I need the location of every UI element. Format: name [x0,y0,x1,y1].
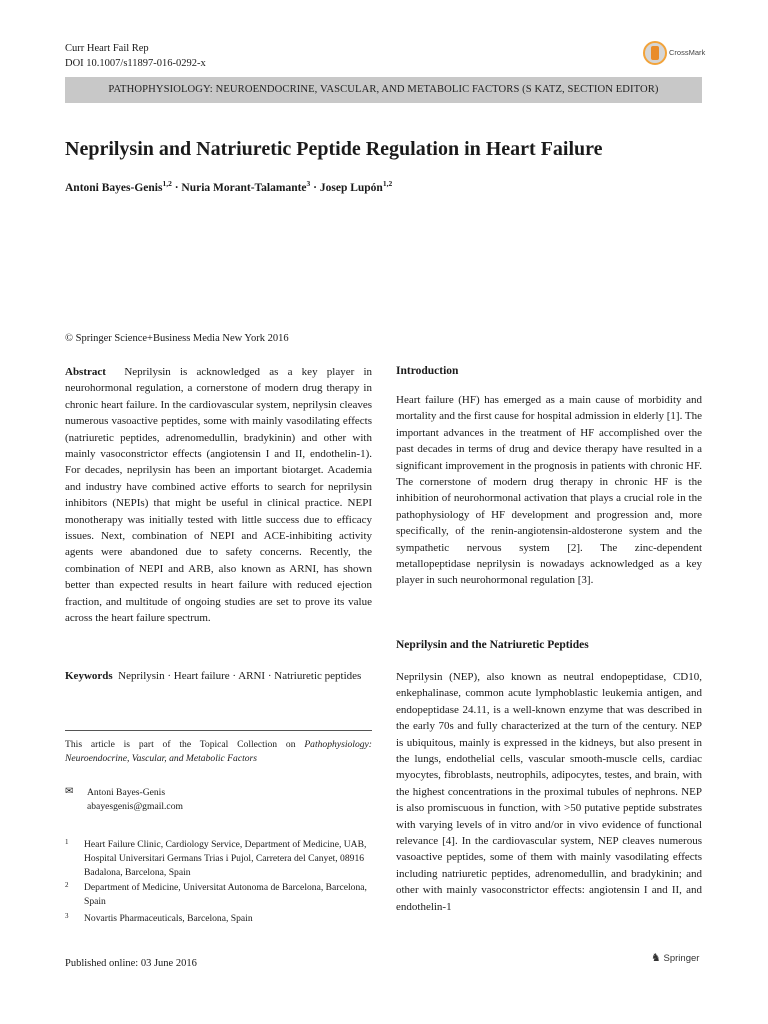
affiliation-number: 2 [65,881,69,889]
correspondence-name: Antoni Bayes-Genis [87,787,166,798]
correspondence-email[interactable]: abayesgenis@gmail.com [87,801,183,813]
doi[interactable]: DOI 10.1007/s11897-016-0292-x [65,58,206,69]
journal-name: Curr Heart Fail Rep [65,43,149,54]
section-banner: PATHOPHYSIOLOGY: NEUROENDOCRINE, VASCULAR, AND METABOLIC FACTORS (S KATZ, SECTION EDITOR) [65,77,702,103]
footnote-divider [65,730,372,731]
collection-note [65,738,372,766]
affiliation-text: Department of Medicine, Universitat Autonoma de Barcelona, Barcelona, Spain [84,882,367,908]
introduction-text: Heart failure (HF) has emerged as a main cause of morbidity and mortality and the first cause for hospital admission in elderly [1]. The important advances in the treatment of HF accomplished over the past decades in terms of drug and device therapy have resulted in a significant improvement in the prognosis in patients with chronic HF. The cornerstone of modern drug therapy in chronic HF is the inhibition of neurohormonal activation that plays a crucial role in the pathophysiology of HF development and progression and, more specifically, of the renin-angiotensin-aldosterone system and the sympathetic nervous system [2]. The zinc-dependent metallopeptidase neprilysin is nowadays acknowledged as a key player in such neurohormonal regulation [3]. [396,394,702,587]
introduction-heading: Introduction [396,365,459,377]
neprilysin-section-text: Neprilysin (NEP), also known as neutral endopeptidase, CD10, enkephalinase, common acute lymphoblastic leukemia antigen, and endopeptidase 24.11, is a well-known enzyme that was described in the early 70s and fully characterized at the turn of the century. NEP is ubiquitous, mainly is expressed in the kidneys, but also present in the lungs, endothelial cells, vascular smooth-muscle cells, cardiac myocytes, fibroblasts, neutrophils, adipocytes, testes, and brain, with the highest concentrations in the proximal tubules of nephrons. NEP is also promiscuous in function, with >50 putative peptide substrates with varying levels of in vitro and/or in vivo evidence of functional relevance [4]. In the cardiovascular system, NEP cleaves numerous vasoactive peptides, some of them with mainly vasodilating effects including natriuretic peptides, adrenomedullin, and bradykinin; and other with mainly vasoconstrictor effects: angiotensin I and II, and endothelin-1 [396,671,702,913]
author-affiliation-ref: 1,2 [162,179,172,188]
author-name[interactable]: Nuria Morant-Talamante [181,181,307,194]
article-title: Neprilysin and Natriuretic Peptide Regulation in Heart Failure [65,138,603,160]
author-name[interactable]: Antoni Bayes-Genis [65,181,163,194]
author-list [65,179,705,194]
crossmark-label: CrossMark [669,48,706,57]
copyright-notice: © Springer Science+Business Media New York 2016 [65,333,289,344]
abstract-text: Neprilysin is acknowledged as a key player in neurohormonal regulation, a cornerstone of modern drug therapy in chronic heart failure. In the cardiovascular system, neprilysin cleaves numerous vasoactive peptides, some with mainly vasodilating effects (natriuretic peptides, adrenomedullin, bradykinin) and other with mainly vasoconstrictor effects (angiotensin I and II, endothelin-1). For decades, neprilysin has been an important biotarget. Academia and industry have combined active efforts to search for neprilysin inhibitors (NEPIs) that might be useful in clinical practice. NEPI monotherapy was initially tested with little success due to efficacy issues. Next, combination of NEPI and ACE-inhibiting activity agents were abandoned due to safety concerns. Recently, the combination of NEPI and ARB, also known as ARNI, has shown better than expected results in heart failure with reduced ejection fraction, and multitude of ongoing studies are set to prove its value across the heart failure spectrum. [65,366,373,625]
author-separator: · [171,181,182,194]
affiliation-text: Novartis Pharmaceuticals, Barcelona, Spain [84,913,253,924]
collection-name: Pathophysiology: Neuroendocrine, Vascular, and Metabolic Factors [65,739,372,765]
crossmark-icon [643,41,667,65]
publisher-name: Springer [663,953,700,964]
envelope-icon: ✉ [65,786,74,797]
crossmark-logo[interactable] [643,40,706,70]
publisher-logo [651,951,699,964]
collection-note-prefix: This article is part of the Topical Collection on [65,739,305,750]
keywords-label: Keywords [65,670,113,682]
abstract-label: Abstract [65,366,106,378]
author-affiliation-ref: 3 [306,179,311,188]
published-date: Published online: 03 June 2016 [65,958,197,969]
author-separator: · [310,181,320,194]
keywords [65,668,372,684]
affiliation-number: 3 [65,912,69,920]
springer-horse-icon: ♞ [651,952,661,964]
keywords-text: Neprilysin · Heart failure · ARNI · Natriuretic peptides [118,670,362,682]
affiliations [65,838,372,928]
affiliation-number: 1 [65,838,69,846]
author-affiliation-ref: 1,2 [382,179,393,188]
affiliation-text: Heart Failure Clinic, Cardiology Service, Department of Medicine, UAB, Hospital Universitari Germans Trias i Pujol, Carretera del Canyet, 08916 Badalona, Barcelona, Spain [84,839,367,879]
section-heading-neprilysin: Neprilysin and the Natriuretic Peptides [396,639,589,651]
author-name[interactable]: Josep Lupón [319,181,383,194]
abstract [65,364,372,627]
